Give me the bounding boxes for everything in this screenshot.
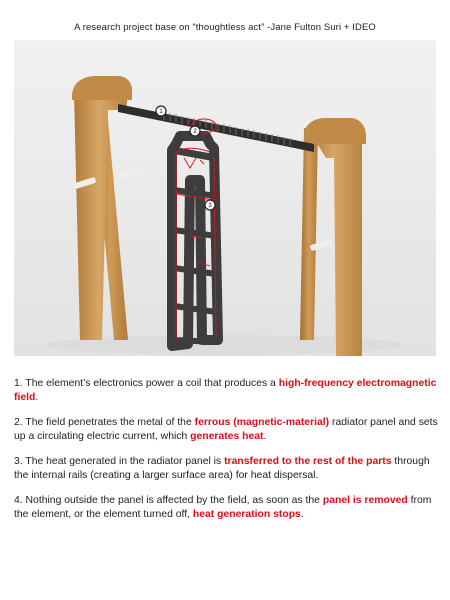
radiator-illustration — [14, 40, 436, 356]
paragraph-3: 3. The heat generated in the radiator panel is transferred to the rest of the parts through the internal rails (creating a larger surface area) for heat dispersal. — [14, 456, 430, 481]
paragraph-1: 1. The element’s electronics power a coil that produces a high-frequency electromagnetic field. — [14, 378, 437, 403]
marker-3 — [205, 200, 215, 210]
svg-text:3: 3 — [208, 203, 212, 210]
paragraph-4: 4. Nothing outside the panel is affected by the field, as soon as the panel is removed from the element, or the element turned off, heat generation stops. — [14, 495, 432, 520]
svg-text:2: 2 — [193, 129, 197, 136]
svg-text:1: 1 — [159, 109, 163, 116]
paragraph-2: 2. The field penetrates the metal of the ferrous (magnetic-material) radiator panel and sets up a circulating electric current, which generates heat. — [14, 417, 438, 442]
page-header: A research project base on “thoughtless act” -Jane Fulton Suri + IDEO — [74, 22, 376, 33]
marker-1 — [156, 106, 166, 116]
explanation-text — [14, 377, 438, 533]
marker-2 — [190, 126, 200, 136]
product-render-image — [14, 40, 436, 356]
